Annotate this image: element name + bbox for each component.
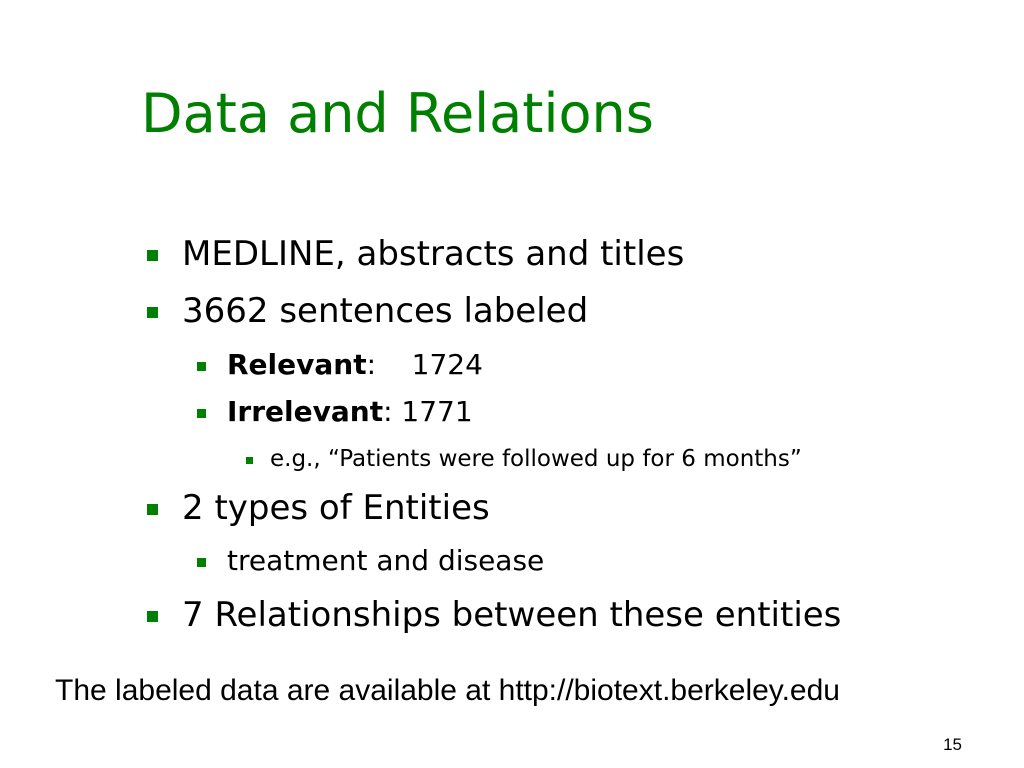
- slide-title: Data and Relations: [141, 82, 654, 145]
- irrelevant-count: : 1771: [383, 395, 473, 428]
- bullet-square-icon: [197, 409, 206, 418]
- bullet-square-icon: [197, 558, 206, 567]
- bullet-square-icon: [246, 457, 253, 464]
- sub-bullet-treatment-disease: [227, 546, 544, 577]
- bullet-square-icon: [147, 307, 158, 318]
- relevant-count: : 1724: [366, 348, 483, 381]
- bullet-text: treatment and disease: [227, 544, 545, 577]
- bullet-text: e.g., “Patients were followed up for 6 months”: [270, 446, 802, 472]
- sub-bullet-relevant: [227, 350, 483, 381]
- bullet-item-entity-types: [182, 490, 490, 527]
- bullet-text: 7 Relationships between these entities: [182, 595, 842, 635]
- bullet-text: MEDLINE, abstracts and titles: [182, 234, 685, 274]
- bullet-text: 3662 sentences labeled: [182, 291, 589, 331]
- bullet-square-icon: [147, 611, 158, 622]
- bullet-square-icon: [147, 250, 158, 261]
- bullet-item-relationships: [182, 597, 841, 634]
- bullet-square-icon: [197, 362, 206, 371]
- sub-bullet-irrelevant: [227, 397, 473, 428]
- footer-note: The labeled data are available at http://biotext.berkeley.edu: [55, 674, 840, 707]
- bullet-item-sentences: [182, 293, 588, 330]
- irrelevant-label: Irrelevant: [227, 395, 384, 428]
- relevant-label: Relevant: [227, 348, 367, 381]
- page-number: 15: [943, 735, 962, 754]
- sub-sub-bullet-example: [270, 447, 802, 472]
- bullet-square-icon: [147, 504, 158, 515]
- bullet-item-medline: [182, 236, 684, 273]
- bullet-text: 2 types of Entities: [182, 488, 490, 528]
